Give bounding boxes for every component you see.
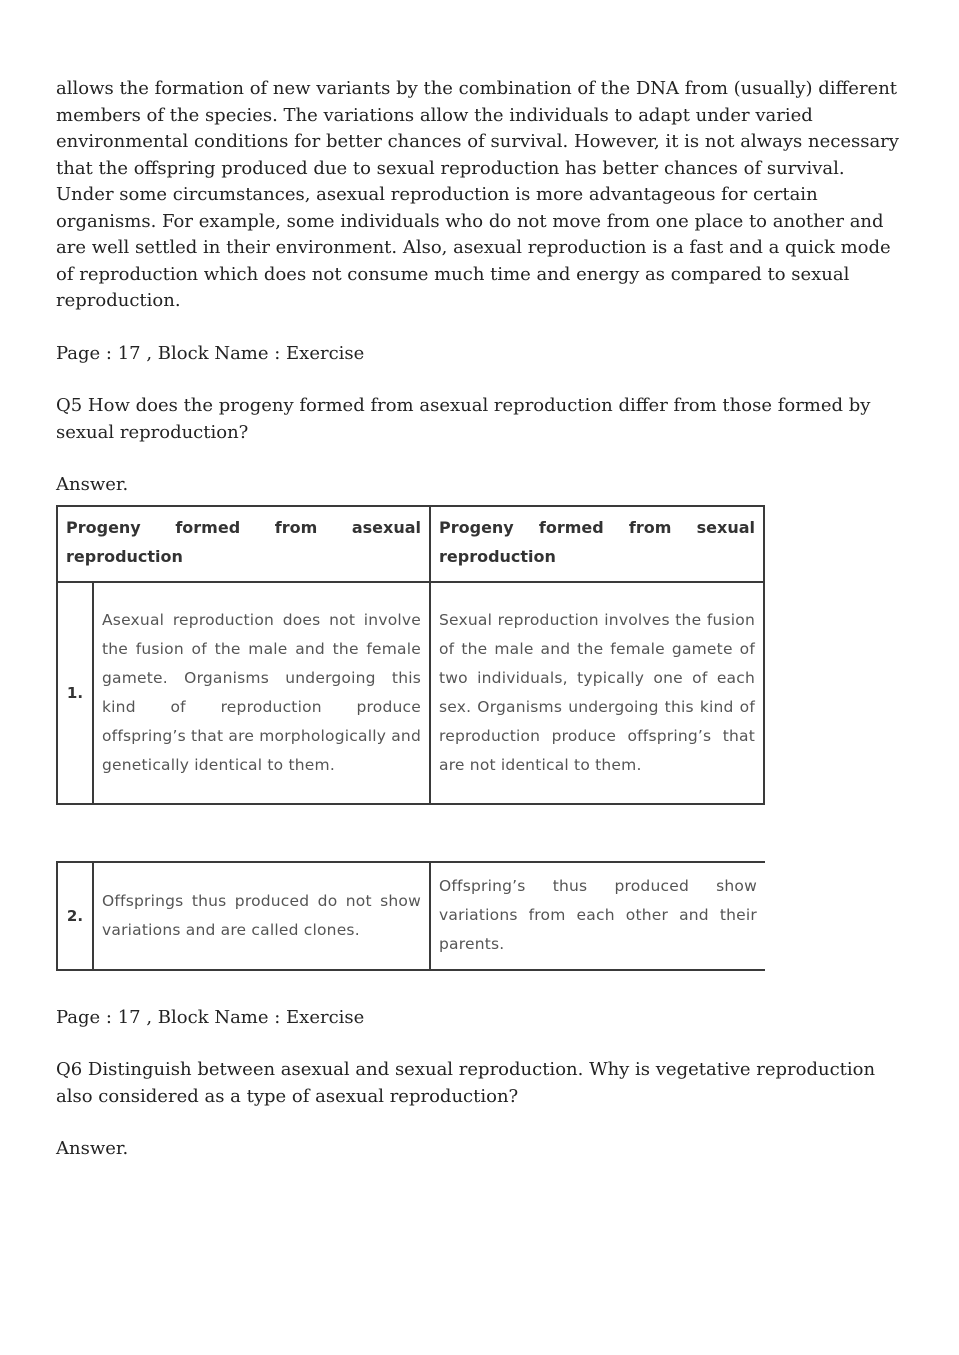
sexual-cell (431, 583, 763, 803)
document-page (56, 76, 906, 1163)
sexual-text: Sexual reproduction involves the fusion of the male and the female gamete of two individuals, typically one of each sex. Organisms undergoing this kind of reproduction produce offspring’s that are not identical to them. (439, 610, 755, 774)
page-reference: Page : 17 , Block Name : Exercise (56, 342, 365, 364)
comparison-table (56, 505, 765, 805)
intro-paragraph: allows the formation of new variants by the combination of the DNA from (usually) different members of the species. The variations allow the individuals to adapt under varied environmental conditions for better chances of survival. However, it is not always necessary that the offspring produced due to sexual reproduction has better chances of survival. Under some circumstances, asexual reproduction is more advantageous for certain organisms. For example, some individuals who do not move from one place to another and are well settled in their environment. Also, asexual reproduction is a fast and a quick mode of reproduction which does not consume much time and energy as compared to sexual reproduction. (56, 78, 899, 311)
sexual-cell (431, 863, 765, 969)
question-5: Q5 How does the progeny formed from asexual reproduction differ from those formed by sexual reproduction? (56, 395, 871, 443)
row-number: 2. (58, 863, 94, 969)
comparison-table-continued (56, 861, 765, 971)
asexual-cell (94, 583, 431, 803)
row-number: 1. (58, 583, 94, 803)
sexual-text: Offspring’s thus produced show variations from each other and their parents. (439, 877, 757, 953)
table-header-row (58, 507, 763, 583)
table-row (58, 583, 763, 803)
header-sexual: Progeny formed from sexual reproduction (439, 517, 755, 566)
asexual-text: Offsprings thus produced do not show variations and are called clones. (102, 891, 421, 939)
table-row (58, 863, 765, 969)
page-reference: Page : 17 , Block Name : Exercise (56, 1006, 365, 1028)
asexual-cell (94, 863, 431, 969)
asexual-text: Asexual reproduction does not involve the fusion of the male and the female gamete. Organisms undergoing this kind of reproduction produce offspring’s that are morphologically and genetically identical to them. (102, 610, 421, 774)
question-6: Q6 Distinguish between asexual and sexual reproduction. Why is vegetative reproduction also considered as a type of asexual reproduction? (56, 1059, 876, 1107)
answer-label: Answer. (56, 474, 129, 495)
answer-label: Answer. (56, 1138, 129, 1159)
header-asexual: Progeny formed from asexual reproduction (58, 507, 431, 581)
